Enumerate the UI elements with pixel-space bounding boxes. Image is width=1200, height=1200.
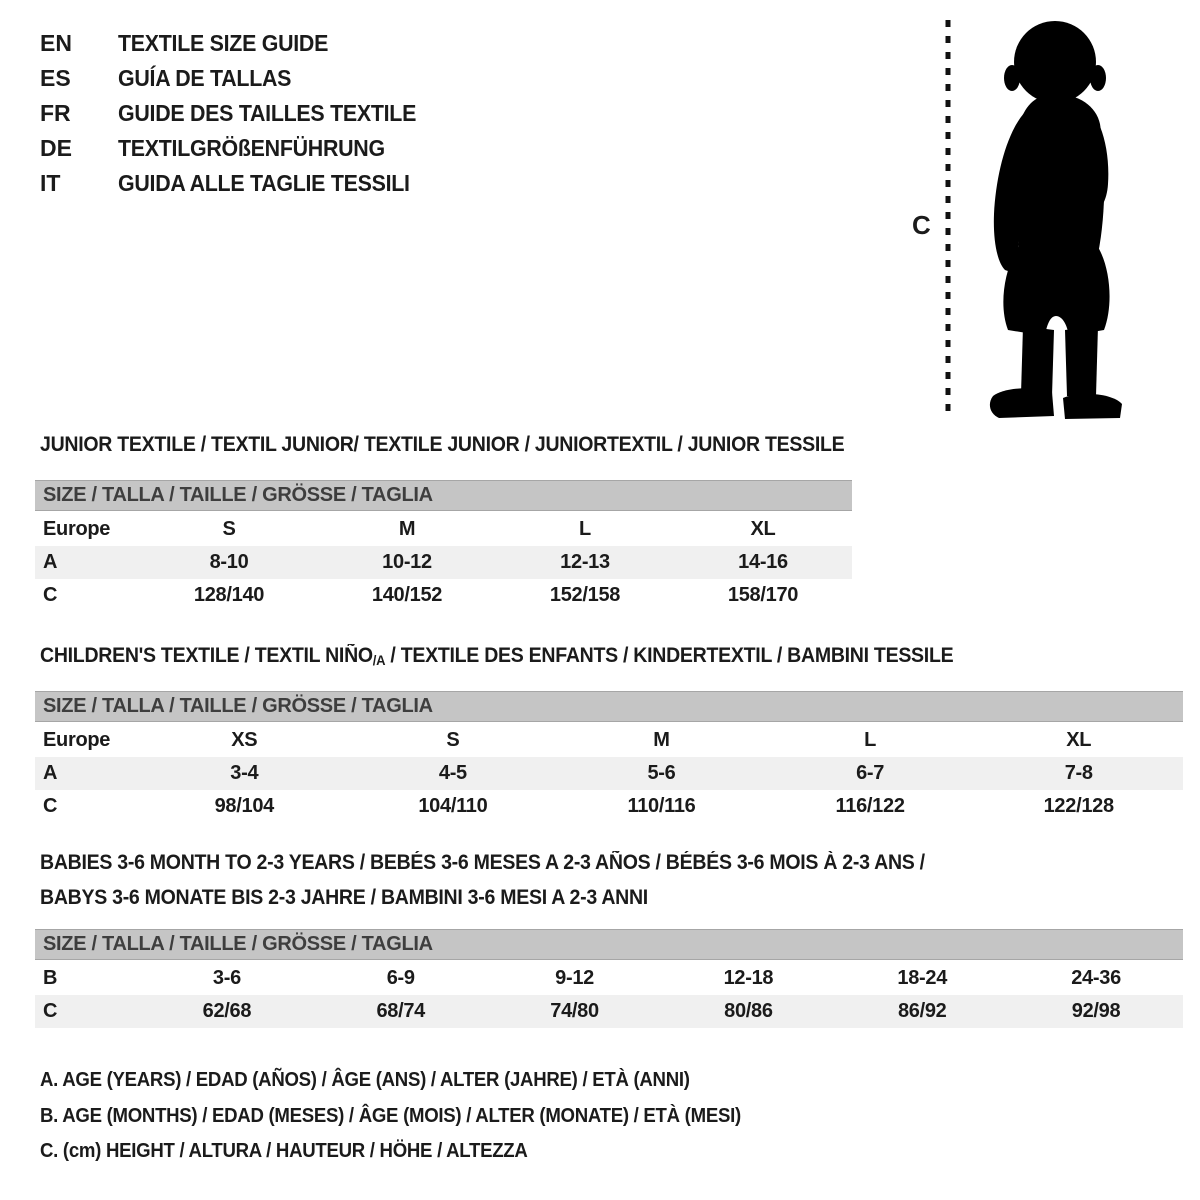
cell-value: 24-36 (1071, 967, 1121, 989)
lang-row-de (40, 131, 439, 166)
babies-section-title-line1-text: BABIES 3-6 MONTH TO 2-3 YEARS / BEBÉS 3-6 MESES A 2-3 AÑOS / BÉBÉS 3-6 MOIS À 2-3 ANS / (40, 851, 925, 874)
lang-row-it (40, 166, 439, 201)
toddler-silhouette-icon (905, 12, 1150, 424)
cell-value: 80/86 (724, 1000, 773, 1022)
height-measure-label: C (912, 210, 931, 240)
children-table-header-text: SIZE / TALLA / TAILLE / GRÖSSE / TAGLIA (43, 695, 433, 717)
cell-value: L (864, 729, 877, 751)
cell-value: 62/68 (202, 1000, 252, 1022)
cell-value: 14-16 (738, 551, 788, 573)
cell-value: M (398, 518, 416, 540)
cell-value: 7-8 (1064, 762, 1093, 784)
babies-row-months (35, 962, 1183, 995)
junior-table-header-text: SIZE / TALLA / TAILLE / GRÖSSE / TAGLIA (43, 484, 433, 506)
lang-code-de: DE (40, 135, 72, 161)
row-label: B (43, 967, 58, 989)
cell-value: 128/140 (193, 584, 265, 606)
junior-row-age (35, 546, 852, 579)
junior-row-height (35, 579, 852, 612)
lang-row-fr (40, 96, 439, 131)
cell-value: 12-13 (560, 551, 610, 573)
junior-row-europe (35, 513, 852, 546)
cell-value: 3-6 (212, 967, 241, 989)
cell-value: XS (231, 729, 258, 751)
cell-value: 12-18 (723, 967, 774, 989)
cell-value: 10-12 (382, 551, 432, 573)
babies-table-header-text: SIZE / TALLA / TAILLE / GRÖSSE / TAGLIA (43, 933, 433, 955)
lang-label-es: GUÍA DE TALLAS (118, 65, 292, 91)
row-label: C (43, 1000, 58, 1022)
lang-label-fr: GUIDE DES TAILLES TEXTILE (118, 100, 417, 126)
junior-size-table (35, 480, 852, 612)
children-section-title (40, 644, 1022, 668)
cell-value: 110/116 (627, 795, 696, 817)
cell-value: 6-7 (856, 762, 885, 784)
children-section-title-text: CHILDREN'S TEXTILE / TEXTIL NIÑO/A / TEXTILE DES ENFANTS / KINDERTEXTIL / BAMBINI TESSILE (40, 644, 954, 668)
babies-section-title-line2 (40, 886, 694, 910)
legend-line-c (40, 1134, 794, 1170)
babies-size-table (35, 929, 1183, 1028)
cell-value: 6-9 (386, 967, 415, 989)
babies-row-height (35, 995, 1183, 1028)
lang-label-it: GUIDA ALLE TAGLIE TESSILI (118, 170, 410, 196)
children-title-sub: /A (372, 652, 386, 668)
legend-line-b-text: B. AGE (MONTHS) / EDAD (MESES) / ÂGE (MOIS) / ALTER (MONATE) / ETÀ (MESI) (40, 1104, 741, 1127)
lang-label-de: TEXTILGRÖßENFÜHRUNG (118, 135, 385, 161)
legend-line-b (40, 1099, 794, 1135)
row-label: Europe (43, 729, 111, 751)
cell-value: 68/74 (376, 1000, 426, 1022)
lang-row-es (40, 61, 439, 96)
lang-code-en: EN (40, 30, 72, 56)
cell-value: 104/110 (418, 795, 488, 817)
row-label: C (43, 584, 58, 606)
children-row-age (35, 757, 1183, 790)
cell-value: 86/92 (897, 1000, 947, 1022)
language-list (40, 26, 439, 201)
legend-line-a-text: A. AGE (YEARS) / EDAD (AÑOS) / ÂGE (ANS) / ALTER (JAHRE) / ETÀ (ANNI) (40, 1069, 690, 1092)
cell-value: 122/128 (1043, 795, 1114, 817)
babies-section-title-line2-text: BABYS 3-6 MONATE BIS 2-3 JAHRE / BAMBINI 3-6 MESI A 2-3 ANNI (40, 886, 648, 909)
cell-value: 74/80 (550, 1000, 599, 1022)
cell-value: 116/122 (835, 795, 905, 817)
junior-section-title-text: JUNIOR TEXTILE / TEXTIL JUNIOR/ TEXTILE JUNIOR / JUNIORTEXTIL / JUNIOR TESSILE (40, 433, 845, 456)
cell-value: XL (750, 518, 776, 540)
children-table-header-bar (35, 691, 1183, 722)
children-size-table (35, 691, 1183, 823)
legend-line-c-text: C. (cm) HEIGHT / ALTURA / HAUTEUR / HÖHE / ALTEZZA (40, 1140, 528, 1163)
row-label: A (43, 551, 58, 573)
cell-value: 158/170 (727, 584, 799, 606)
children-row-europe (35, 724, 1183, 757)
cell-value: 18-24 (897, 967, 948, 989)
cell-value: 152/158 (549, 584, 621, 606)
cell-value: S (222, 518, 236, 540)
cell-value: 98/104 (214, 795, 274, 817)
legend-line-a (40, 1063, 794, 1099)
row-label: C (43, 795, 58, 817)
lang-label-en: TEXTILE SIZE GUIDE (118, 30, 329, 56)
cell-value: 92/98 (1071, 1000, 1121, 1022)
cell-value: S (446, 729, 460, 751)
legend (40, 1063, 794, 1170)
row-label: A (43, 762, 58, 784)
babies-section-title-line1 (40, 851, 991, 875)
junior-table-header-bar (35, 480, 852, 511)
cell-value: 9-12 (555, 967, 594, 989)
lang-code-it: IT (40, 170, 61, 196)
cell-value: XL (1066, 729, 1092, 751)
cell-value: 5-6 (647, 762, 676, 784)
lang-code-fr: FR (40, 100, 71, 126)
junior-section-title (40, 433, 905, 457)
cell-value: 3-4 (230, 762, 259, 784)
lang-row-en (40, 26, 439, 61)
row-label: Europe (43, 518, 111, 540)
cell-value: 8-10 (209, 551, 249, 573)
cell-value: L (579, 518, 591, 540)
babies-table-header-bar (35, 929, 1183, 960)
cell-value: M (653, 729, 670, 751)
lang-code-es: ES (40, 65, 71, 91)
cell-value: 140/152 (371, 584, 443, 606)
children-row-height (35, 790, 1183, 823)
cell-value: 4-5 (438, 762, 467, 784)
